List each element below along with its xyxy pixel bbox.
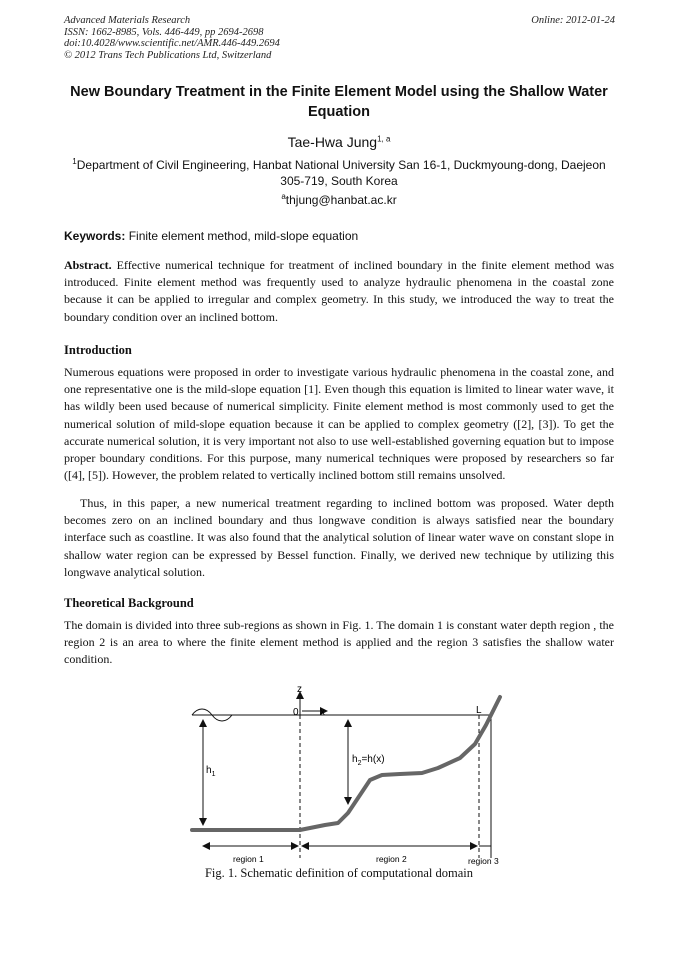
abstract-text: Effective numerical technique for treatment of inclined boundary in the finite element method was introduced. Finite element method was frequently used to analyze hydraulic phenomena in the coastal zone because it can be applied to irregular and complex geometry. In this study, we introduced the way to treat the boundary condition over an inclined bottom.: [64, 258, 615, 324]
keywords-label: Keywords:: [64, 229, 126, 243]
seabed-profile: [192, 697, 500, 830]
doi: doi:10.4028/www.scientific.net/AMR.446-449.2694: [64, 38, 280, 49]
author-name: Tae-Hwa Jung: [287, 134, 378, 150]
online-date: Online: 2012-01-24: [531, 15, 615, 26]
z-axis-label: z: [297, 684, 302, 695]
keywords-text: Finite element method, mild-slope equation: [128, 229, 359, 243]
keywords: [64, 229, 358, 243]
email-sup: a: [281, 192, 286, 201]
intro-paragraph-2: Thus, in this paper, a new numerical treatment regarding to inclined bottom was proposed. Water depth becomes zero on an inclined boundary and thus longwave condition is always satisfied near the boundary interface such as coastline. It was also found that the analytical solution of linear water wave on constant slope in shallow water region can be expressed by Bessel function. Finally, we derived new technique by utilizing this longwave analytical solution.: [64, 496, 614, 579]
email-text: thjung@hanbat.ac.kr: [285, 193, 397, 207]
affiliation-sup: 1: [72, 157, 77, 166]
issn: ISSN: 1662-8985, Vols. 446-449, pp 2694-2698: [64, 26, 264, 38]
region2-label: region 2: [376, 854, 407, 864]
h2-label: $h_2=h(x)$: [352, 754, 385, 767]
region1-label: region 1: [233, 854, 264, 864]
figure-schematic: [170, 680, 510, 870]
section-heading-theory: Theoretical Background: [64, 596, 194, 610]
author-sup: 1, a: [377, 134, 391, 144]
paper-title: New Boundary Treatment in the Finite Element Model using the Shallow Water Equation: [70, 84, 608, 120]
L-label: L: [476, 705, 482, 716]
affiliation-text: Department of Civil Engineering, Hanbat National University San 16-1, Duckmyoung-dong, Daejeon 305-719, South Korea: [76, 158, 606, 188]
journal-header: [64, 15, 280, 61]
origin-label: 0: [293, 707, 299, 718]
x-axis-label: x: [320, 707, 325, 718]
section-heading-introduction: Introduction: [64, 343, 132, 357]
figure-caption: Fig. 1. Schematic definition of computational domain: [204, 866, 473, 880]
h1-label: $h_1$: [206, 765, 216, 778]
theory-paragraph: The domain is divided into three sub-regions as shown in Fig. 1. The domain 1 is constant water depth region , the region 2 is an area to where the finite element method is applied and the region 3 satisfies the shallow water condition.: [64, 618, 614, 667]
intro-paragraph-1: Numerous equations were proposed in order to investigate various hydraulic phenomena in the coastal zone, and one representative one is the mild-slope equation [1]. Even though this equation is limited to linear water wave, it has wildly been used because of numerical simplicity. Finite element method is most commonly used to get the numerical solution of mild-slope equation because it can be applied to complex geometry ([2], [3]). To get the accurate numerical solution, it is very important not also to use well-established governing equation but to impose proper boundary conditions. For this purpose, many numerical techniques were proposed by researchers so far ([4], [5]). However, the problem related to vertically inclined bottom still remains unsolved.: [64, 365, 614, 483]
author: [0, 134, 678, 150]
affiliation: [70, 157, 608, 189]
abstract-label: Abstract.: [64, 258, 112, 272]
abstract: [64, 257, 614, 326]
journal-name: Advanced Materials Research: [64, 15, 191, 26]
email: [0, 193, 678, 207]
copyright: © 2012 Trans Tech Publications Ltd, Switzerland: [64, 49, 272, 61]
region3-label: region 3: [468, 856, 499, 866]
